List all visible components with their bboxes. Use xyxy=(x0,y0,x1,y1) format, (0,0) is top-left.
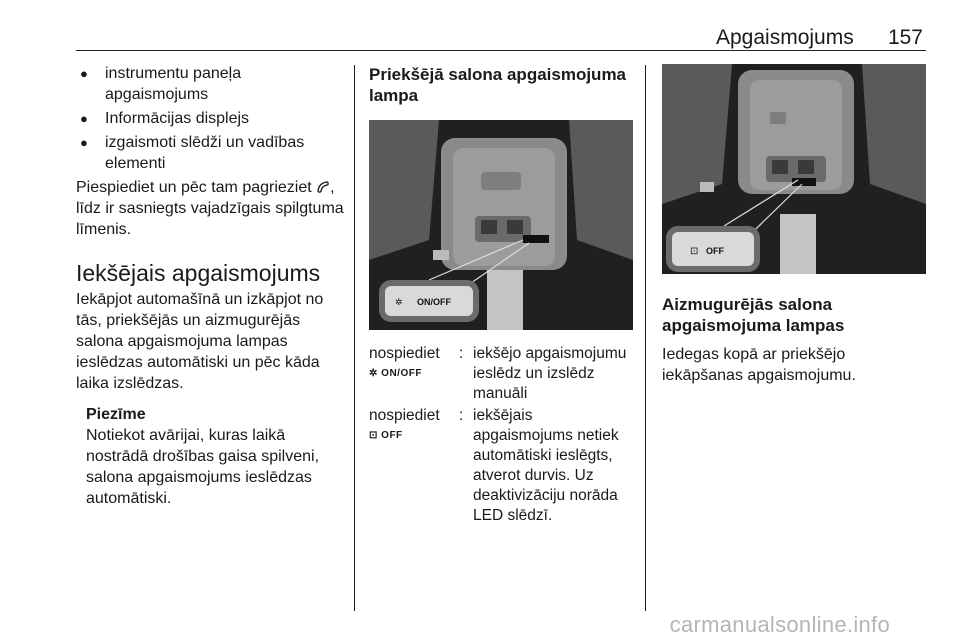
onoff-symbol-text: ON/OFF xyxy=(381,368,422,379)
column-divider-1 xyxy=(354,65,355,611)
bullet-item: ● Informācijas displejs xyxy=(76,108,348,129)
note-text: Notiekot avārijai, kuras laikā nostrādā drošības gaisa spilveni, salona apgaismojums ieslēdzas automātiski. xyxy=(86,427,320,507)
definition-term xyxy=(369,344,459,404)
front-lamp-figure xyxy=(369,120,633,330)
column-3 xyxy=(662,64,928,386)
note-box xyxy=(76,404,348,509)
bullet-item: ● instrumentu paneļa apgaismojums xyxy=(76,63,348,105)
page-header-title: Apgaismojums xyxy=(716,26,854,49)
section-title: Iekšējais apgaismojums xyxy=(76,260,321,286)
definition-row xyxy=(369,344,633,404)
column-divider-2 xyxy=(645,65,646,611)
note-title: Piezīme xyxy=(86,406,146,423)
dimmer-instruction-tail: , līdz ir sasniegts vajadzīgais spilgtuma līmenis. xyxy=(76,179,344,238)
definition-term xyxy=(369,406,459,526)
definition-term-text: nospiediet xyxy=(369,407,440,424)
rear-lamp-text: Iedegas kopā ar priekšējo iekāpšanas apgaismojumu. xyxy=(662,346,856,384)
dimmer-wheel-icon xyxy=(316,180,330,194)
front-lamp-figure-label: ON/OFF xyxy=(417,297,451,307)
header-rule xyxy=(76,50,926,51)
definition-colon: : xyxy=(459,345,464,362)
definition-list xyxy=(369,344,633,526)
onoff-button-symbol: ✲ ON/OFF xyxy=(369,368,422,379)
page-number: 157 xyxy=(887,26,923,49)
rear-lamp-figure xyxy=(662,64,926,274)
dimmer-instruction-text: Piespiediet un pēc tam pagrieziet xyxy=(76,179,317,196)
definition-colon: : xyxy=(459,407,464,424)
column-1 xyxy=(76,63,348,509)
off-symbol-text: OFF xyxy=(381,430,403,441)
rear-lamp-figure-label: OFF xyxy=(706,246,724,256)
definition-term-text: nospiediet xyxy=(369,345,440,362)
rear-lamp-title: Aizmugurējās salona apgaismojuma lampas xyxy=(662,295,845,335)
column-2 xyxy=(369,64,633,528)
definition-desc: iekšējais apgaismojums netiek automātiski ieslēgts, atverot durvis. Uz deaktivizāciju norāda LED slēdzī. xyxy=(473,407,619,524)
definition-desc: iekšējo apgaismojumu ieslēdz un izslēdz manuāli xyxy=(473,345,627,402)
dimmer-instruction xyxy=(76,177,348,240)
bullet-list xyxy=(76,63,348,174)
watermark: carmanualsonline.info xyxy=(669,612,890,637)
svg-text:✲: ✲ xyxy=(395,297,403,307)
bullet-item: ● izgaismoti slēdži un vadības elementi xyxy=(76,132,348,174)
definition-row xyxy=(369,406,633,526)
svg-text:⊡: ⊡ xyxy=(690,246,699,257)
door-off-button-symbol: ⊡ OFF xyxy=(369,430,403,441)
section-text: Iekāpjot automašīnā un izkāpjot no tās, priekšējās un aizmugurējās salona apgaismojuma lampas ieslēdzas automātiski un pēc kāda laika izslēdzas. xyxy=(76,291,324,392)
front-lamp-title: Priekšējā salona apgaismojuma lampa xyxy=(369,65,627,105)
